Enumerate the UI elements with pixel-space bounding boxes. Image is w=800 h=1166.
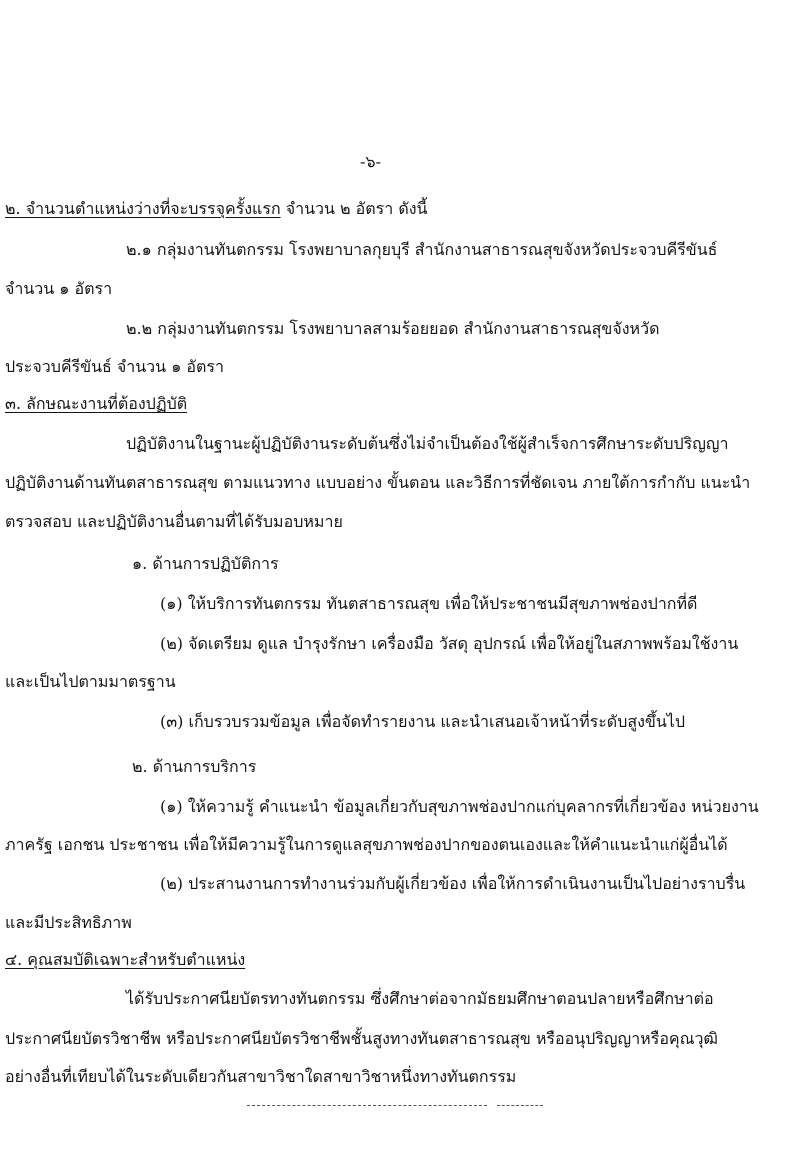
services-item-2-cont: และมีประสิทธิภาพ — [5, 913, 132, 932]
section-2-item-2-cont: ประจวบคีรีขันธ์ จำนวน ๑ อัตรา — [5, 357, 225, 376]
operations-item-1: (๑) ให้บริการทันตกรรม ทันตสาธารณสุข เพื่อให้ประชาชนมีสุขภาพช่องปากที่ดี — [160, 594, 698, 613]
section-4-line-1: ได้รับประกาศนียบัตรทางทันตกรรม ซึ่งศึกษาต่อจากมัธยมศึกษาตอนปลายหรือศึกษาต่อ — [126, 989, 714, 1008]
section-2-item-2: ๒.๒ กลุ่มงานทันตกรรม โรงพยาบาลสามร้อยยอด สำนักงานสาธารณสุขจังหวัด — [126, 319, 660, 338]
operations-item-2-cont: และเป็นไปตามมาตรฐาน — [5, 672, 176, 691]
section-3-heading: ๓. ลักษณะงานที่ต้องปฏิบัติ — [5, 394, 188, 413]
section-2-heading: ๒. จำนวนตำแหน่งว่างที่จะบรรจุครั้งแรก — [5, 199, 281, 218]
section-4-heading: ๔. คุณสมบัติเฉพาะสำหรับตำแหน่ง — [5, 950, 246, 969]
section-2-line — [5, 197, 427, 221]
page-number: -๖- — [360, 152, 381, 171]
services-item-1: (๑) ให้ความรู้ คำแนะนำ ข้อมูลเกี่ยวกับสุขภาพช่องปากแก่บุคลากรที่เกี่ยวข้อง หน่วยงาน — [160, 797, 759, 816]
section-2-item-1-cont: จำนวน ๑ อัตรา — [5, 279, 113, 298]
section-3-intro-cont-2: ตรวจสอบ และปฏิบัติงานอื่นตามที่ได้รับมอบหมาย — [5, 512, 343, 531]
services-item-2: (๒) ประสานงานการทำงานร่วมกับผู้เกี่ยวข้อง เพื่อให้การดำเนินงานเป็นไปอย่างราบรื่น — [160, 874, 746, 893]
section-3-intro-cont-1: ปฏิบัติงานด้านทันตสาธารณสุข ตามแนวทาง แบบอย่าง ขั้นตอน และวิธีการที่ชัดเจน ภายใต้การกำกับ แนะนำ — [5, 473, 751, 492]
end-separator-line — [247, 1105, 487, 1106]
section-4-line-3: อย่างอื่นที่เทียบได้ในระดับเดียวกันสาขาวิชาใดสาขาวิชาหนึ่งทางทันตกรรม — [5, 1067, 517, 1086]
end-separator-short — [497, 1105, 543, 1106]
services-item-1-cont: ภาครัฐ เอกชน ประชาชน เพื่อให้มีความรู้ในการดูแลสุขภาพช่องปากของตนเองและให้คำแนะนำแก่ผู้อื่นได้ — [5, 835, 728, 854]
section-2-item-1: ๒.๑ กลุ่มงานทันตกรรม โรงพยาบาลกุยบุรี สำนักงานสาธารณสุขจังหวัดประจวบคีรีขันธ์ — [126, 240, 718, 259]
section-3-intro: ปฏิบัติงานในฐานะผู้ปฏิบัติงานระดับต้นซึ่งไม่จำเป็นต้องใช้ผู้สำเร็จการศึกษาระดับปริญญา — [126, 434, 729, 453]
section-2-heading-tail: จำนวน ๒ อัตรา ดังนี้ — [280, 199, 428, 218]
section-4-line-2: ประกาศนียบัตรวิชาชีพ หรือประกาศนียบัตรวิชาชีพชั้นสูงทางทันตสาธารณสุข หรืออนุปริญญาหรือคุณวุฒิ — [5, 1029, 718, 1048]
services-title: ๒. ด้านการบริการ — [132, 757, 257, 776]
operations-title: ๑. ด้านการปฏิบัติการ — [132, 554, 279, 573]
operations-item-3: (๓) เก็บรวบรวมข้อมูล เพื่อจัดทำรายงาน และนำเสนอเจ้าหน้าที่ระดับสูงขึ้นไป — [160, 712, 686, 731]
operations-item-2: (๒) จัดเตรียม ดูแล บำรุงรักษา เครื่องมือ วัสดุ อุปกรณ์ เพื่อให้อยู่ในสภาพพร้อมใช้งาน — [160, 634, 739, 653]
